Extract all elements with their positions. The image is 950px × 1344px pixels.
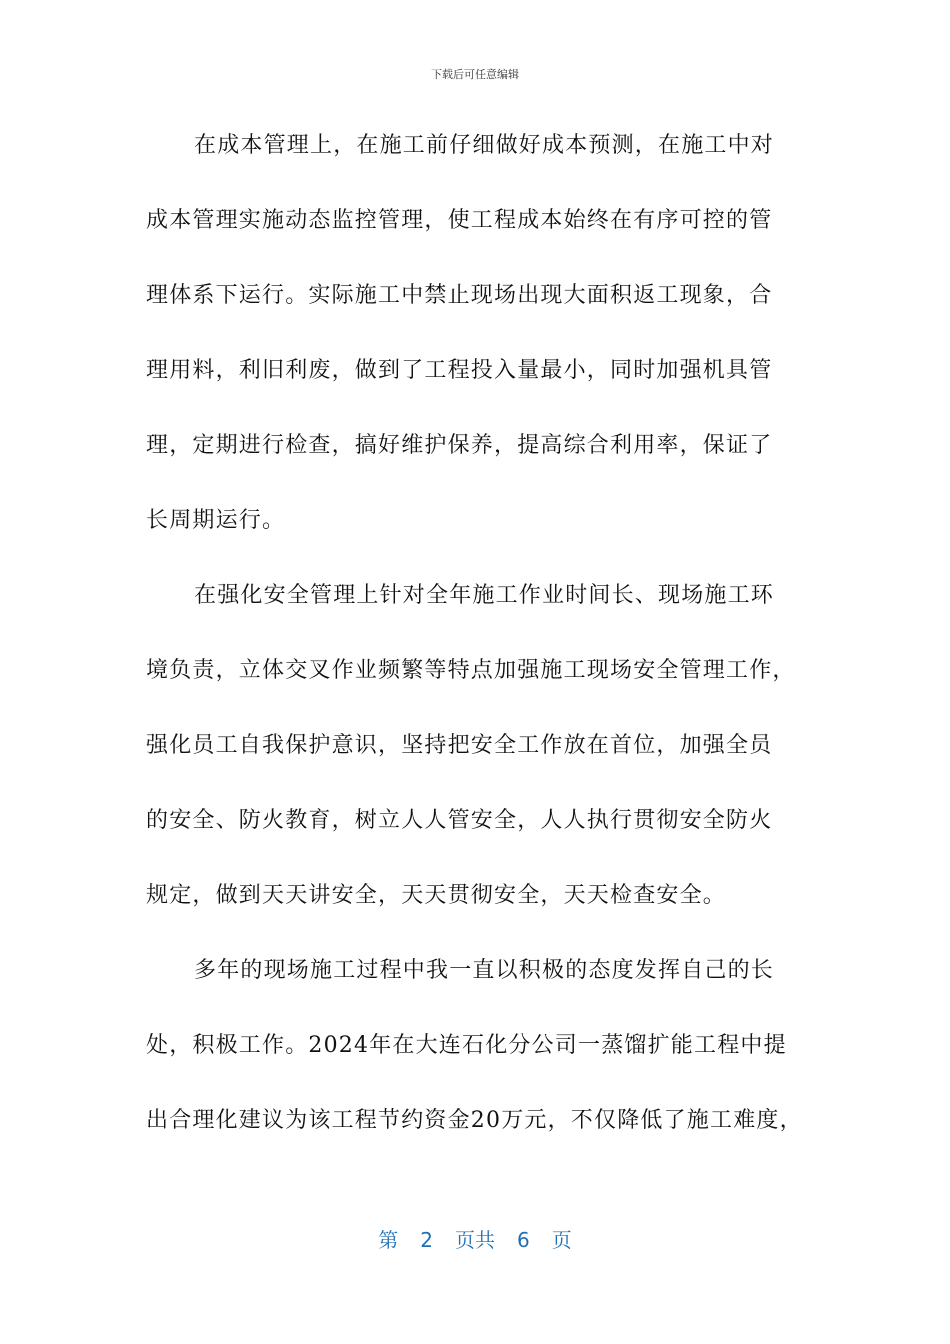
footer-suffix: 页 [551,1228,572,1252]
text-line: 强化员工自我保护意识，坚持把安全工作放在首位，加强全员 [146,733,773,758]
text-line: 理用料，利旧利废，做到了工程投入量最小，同时加强机具管 [146,358,773,383]
page-footer [0,1224,950,1253]
text-line: 理，定期进行检查，搞好维护保养，提高综合利用率，保证了 [146,433,773,458]
text-line: 长周期运行。 [146,508,286,533]
footer-prefix: 第 [378,1228,399,1252]
text-line: 境负责，立体交叉作业频繁等特点加强施工现场安全管理工作， [146,658,796,683]
text-line: 的安全、防火教育，树立人人管安全，人人执行贯彻安全防火 [146,808,773,833]
text-line: 处，积极工作。2024年在大连石化分公司一蒸馏扩能工程中提 [146,1033,787,1058]
text-line: 在强化安全管理上针对全年施工作业时间长、现场施工环 [194,583,775,608]
text-line: 成本管理实施动态监控管理，使工程成本始终在有序可控的管 [146,208,773,233]
text-line: 出合理化建议为该工程节约资金20万元，不仅降低了施工难度， [146,1108,803,1133]
text-line: 在成本管理上，在施工前仔细做好成本预测，在施工中对 [194,133,775,158]
text-line: 理体系下运行。实际施工中禁止现场出现大面积返工现象，合 [146,283,773,308]
page-header: 下载后可任意编辑 [431,68,519,81]
text-line: 规定，做到天天讲安全，天天贯彻安全，天天检查安全。 [146,883,727,908]
footer-middle: 页共 [455,1228,495,1252]
text-line: 多年的现场施工过程中我一直以积极的态度发挥自己的长 [194,958,775,983]
current-page-number: 2 [420,1228,433,1252]
total-page-count: 6 [517,1228,530,1252]
